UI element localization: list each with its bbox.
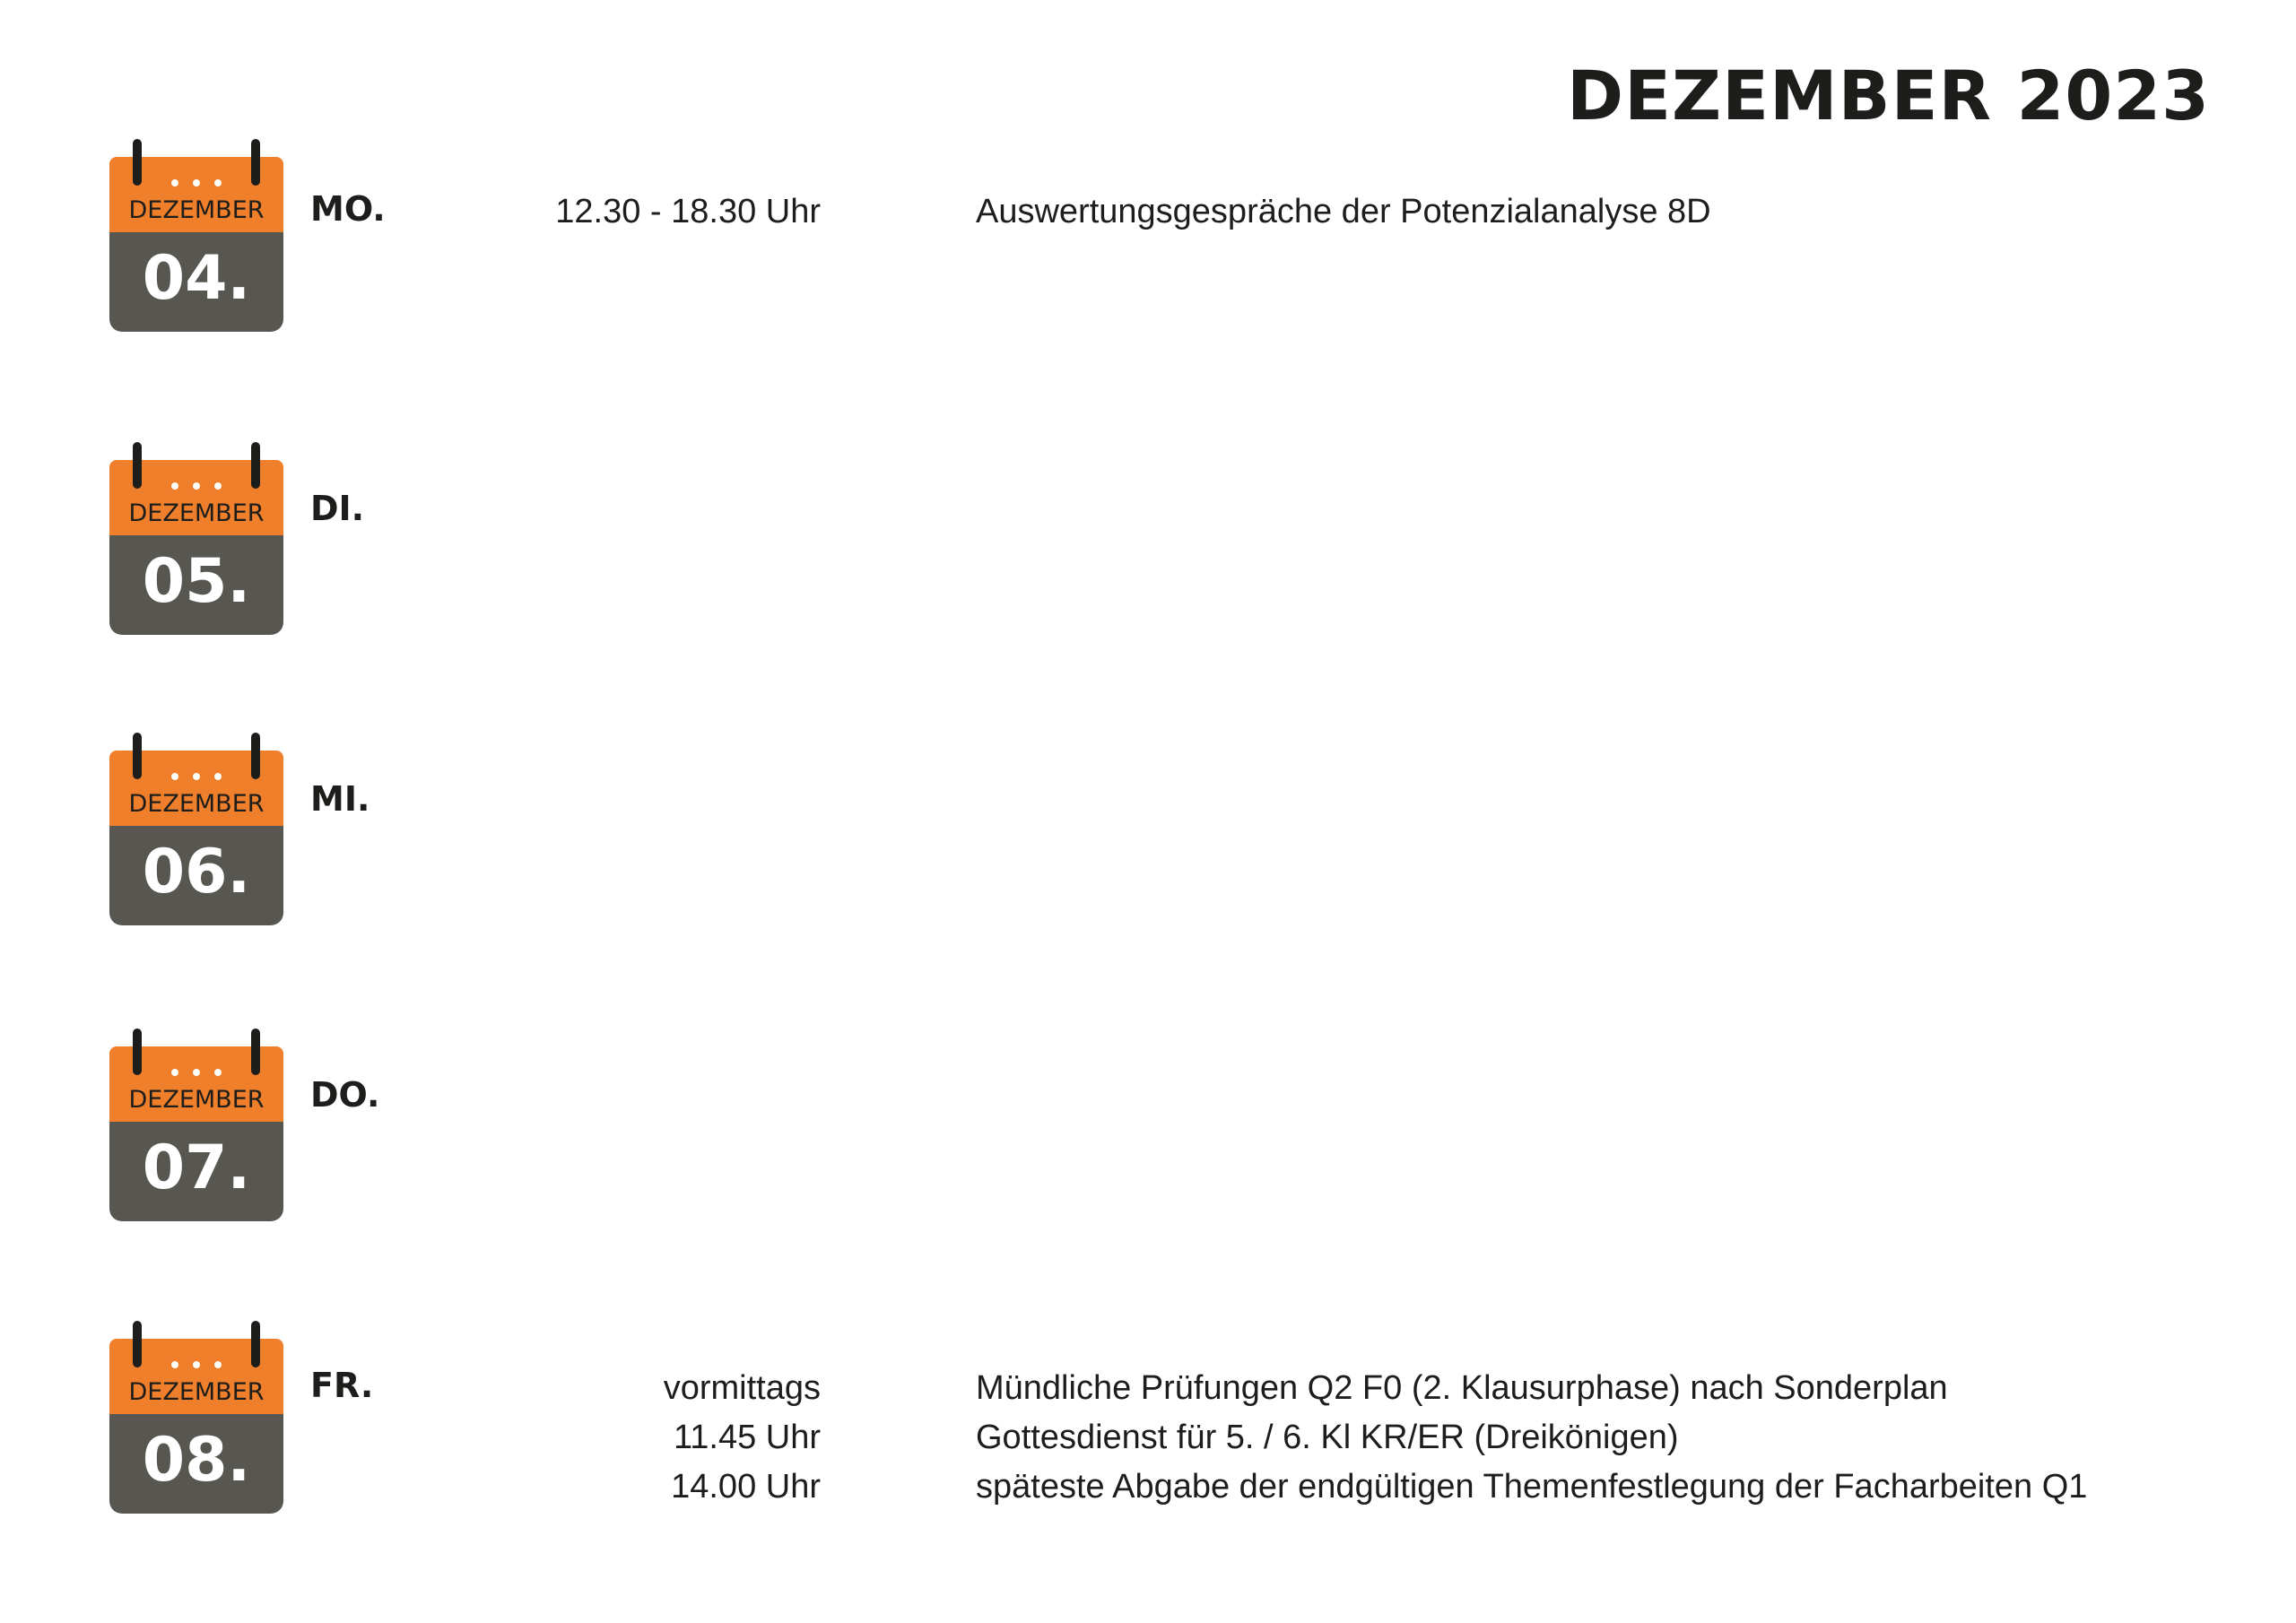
event-entry: späteste Abgabe der endgültigen Themenfestlegung der Facharbeiten Q1 — [976, 1468, 2088, 1506]
calendar-ring-icon — [251, 442, 260, 489]
calendar-ring-icon — [133, 139, 142, 186]
event-column — [976, 1364, 2205, 1512]
calendar-ring-icon — [251, 1028, 260, 1075]
calendar-icon — [109, 733, 283, 925]
event-entry: Mündliche Prüfungen Q2 F0 (2. Klausurphase) nach Sonderplan — [976, 1369, 1948, 1407]
calendar-ring-icon — [251, 139, 260, 186]
calendar-ring-icon — [133, 442, 142, 489]
time-column — [372, 1364, 821, 1512]
calendar-body — [109, 1414, 283, 1514]
weekday-label: DI. — [310, 489, 365, 528]
event-column — [976, 187, 2205, 237]
calendar-icon — [109, 1028, 283, 1221]
calendar-ring-icon — [133, 733, 142, 779]
calendar-day-number: 05. — [142, 546, 251, 617]
calendar-body — [109, 1122, 283, 1221]
calendar-month: DEZEMBER — [128, 1086, 265, 1114]
calendar-day-number: 04. — [142, 243, 251, 314]
calendar-ring-icon — [251, 1321, 260, 1367]
calendar-icon — [109, 139, 283, 332]
calendar-day-number: 08. — [142, 1425, 251, 1496]
calendar-month: DEZEMBER — [128, 790, 265, 818]
weekday-label: MO. — [310, 189, 386, 229]
calendar-icon — [109, 1321, 283, 1514]
weekday-label: FR. — [310, 1366, 374, 1405]
page-title: DEZEMBER 2023 — [1566, 56, 2210, 135]
event-entry: Gottesdienst für 5. / 6. Kl KR/ER (Dreikönigen) — [976, 1419, 1679, 1456]
time-column — [372, 187, 821, 237]
calendar-icon — [109, 442, 283, 635]
calendar-month: DEZEMBER — [128, 1378, 265, 1406]
calendar-body — [109, 232, 283, 332]
time-entry: vormittags — [663, 1369, 821, 1407]
calendar-day-number: 06. — [142, 837, 251, 907]
time-entry: 14.00 Uhr — [671, 1468, 821, 1506]
time-entry: 11.45 Uhr — [673, 1419, 821, 1456]
calendar-body — [109, 535, 283, 635]
calendar-day-number: 07. — [142, 1133, 251, 1203]
time-entry: 12.30 - 18.30 Uhr — [555, 193, 821, 230]
weekday-label: MI. — [310, 779, 370, 819]
calendar-ring-icon — [133, 1028, 142, 1075]
calendar-ring-icon — [133, 1321, 142, 1367]
calendar-month: DEZEMBER — [128, 499, 265, 527]
calendar-ring-icon — [251, 733, 260, 779]
event-entry: Auswertungsgespräche der Potenzialanalyse 8D — [976, 193, 1711, 230]
calendar-body — [109, 826, 283, 925]
calendar-month: DEZEMBER — [128, 196, 265, 224]
weekday-label: DO. — [310, 1075, 380, 1115]
